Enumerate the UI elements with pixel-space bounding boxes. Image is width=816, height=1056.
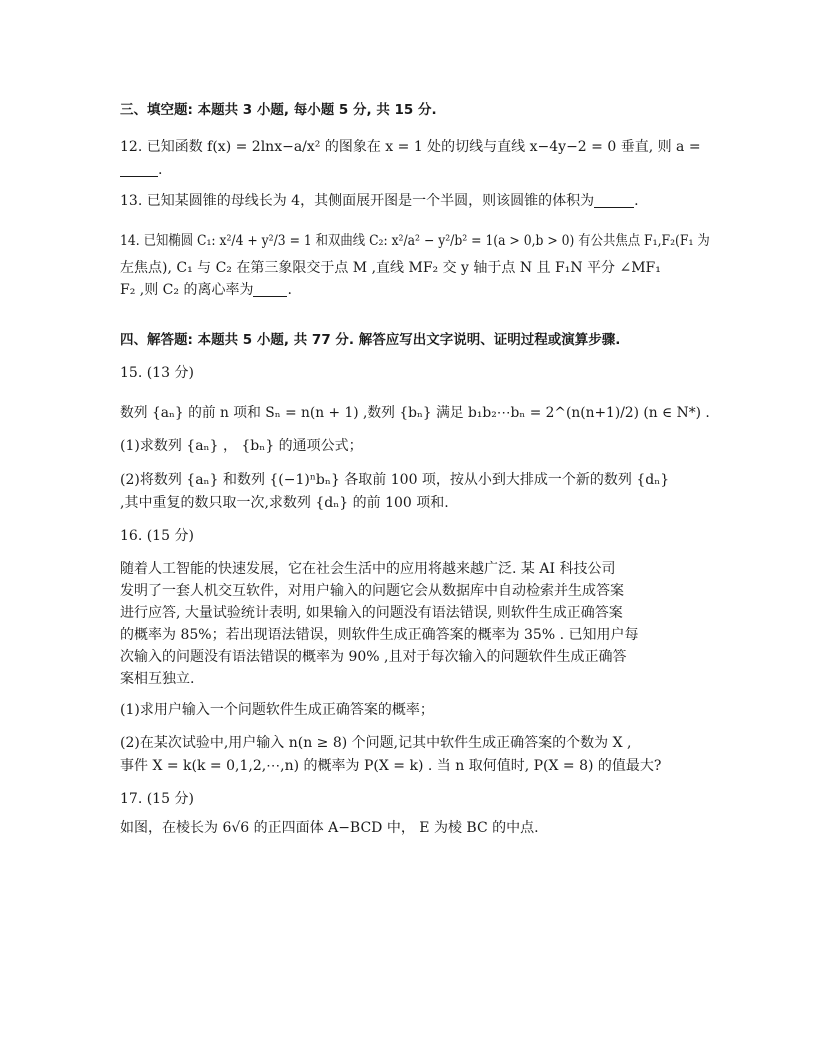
- answer-blank: [253, 282, 287, 297]
- question-16-stem-line: 随着人工智能的快速发展，它在社会生活中的应用将越来越广泛. 某 AI 科技公司: [120, 561, 616, 577]
- question-17-stem: 如图，在棱长为 6√6 的正四面体 A−BCD 中， E 为棱 BC 的中点.: [120, 820, 539, 836]
- section3-heading: 三、填空题: 本题共 3 小题, 每小题 5 分, 共 15 分.: [120, 102, 437, 118]
- question-16-stem-line: 进行应答, 大量试验统计表明, 如果输入的问题没有语法错误, 则软件生成正确答案: [120, 605, 623, 621]
- question-16-stem-line: 案相互独立.: [120, 671, 195, 687]
- question-15-part2-line2: ,其中重复的数只取一次,求数列 {dₙ} 的前 100 项和.: [120, 495, 449, 511]
- question-12-line1: 12. 已知函数 f(x) = 2lnx−a/x² 的图象在 x = 1 处的切线与直线 x−4y−2 = 0 垂直, 则 a =: [120, 139, 701, 155]
- question-16-title: 16. (15 分): [120, 528, 194, 544]
- question-15-part2-line1: (2)将数列 {aₙ} 和数列 {(−1)ⁿbₙ} 各取前 100 项，按从小到大排成一个新的数列 {dₙ}: [120, 472, 670, 488]
- question-14-line1: 14. 已知椭圆 C₁: x²/4 + y²/3 = 1 和双曲线 C₂: x²/a² − y²/b² = 1(a > 0,b > 0) 有公共焦点 F₁,F₂(F₁ 为: [120, 233, 710, 249]
- question-12-line2: .: [120, 160, 162, 180]
- question-16-part2-line2: 事件 X = k(k = 0,1,2,⋯,n) 的概率为 P(X = k) . 当 n 取何值时, P(X = 8) 的值最大?: [120, 758, 662, 774]
- question-16-stem-line: 发明了一套人机交互软件，对用户输入的问题它会从数据库中自动检索并生成答案: [120, 583, 624, 599]
- question-14-line3: F₂ ,则 C₂ 的离心率为 .: [120, 282, 292, 298]
- section4-heading: 四、解答题: 本题共 5 小题, 共 77 分. 解答应写出文字说明、证明过程或演算步骤.: [120, 332, 621, 348]
- answer-blank: [120, 162, 158, 177]
- answer-blank: [594, 193, 634, 208]
- question-16-stem-line: 的概率为 85%；若出现语法错误，则软件生成正确答案的概率为 35% . 已知用户每: [120, 627, 639, 643]
- question-17-title: 17. (15 分): [120, 791, 194, 807]
- question-16-stem-line: 次输入的问题没有语法错误的概率为 90% ,且对于每次输入的问题软件生成正确答: [120, 649, 627, 665]
- question-15-part1: (1)求数列 {aₙ} ， {bₙ} 的通项公式；: [120, 438, 363, 454]
- question-16-part1: (1)求用户输入一个问题软件生成正确答案的概率；: [120, 702, 434, 718]
- question-16-part2-line1: (2)在某次试验中,用户输入 n(n ≥ 8) 个问题,记其中软件生成正确答案的个数为 X ,: [120, 735, 632, 751]
- question-14-line2: 左焦点), C₁ 与 C₂ 在第三象限交于点 M ,直线 MF₂ 交 y 轴于点 N 且 F₁N 平分 ∠MF₁: [120, 260, 661, 276]
- question-13: 13. 已知某圆锥的母线长为 4，其侧面展开图是一个半圆，则该圆锥的体积为 .: [120, 193, 639, 209]
- question-15-title: 15. (13 分): [120, 365, 194, 381]
- question-15-stem: 数列 {aₙ} 的前 n 项和 Sₙ = n(n + 1) ,数列 {bₙ} 满足 b₁b₂⋯bₙ = 2^(n(n+1)/2) (n ∈ N*) .: [120, 405, 710, 421]
